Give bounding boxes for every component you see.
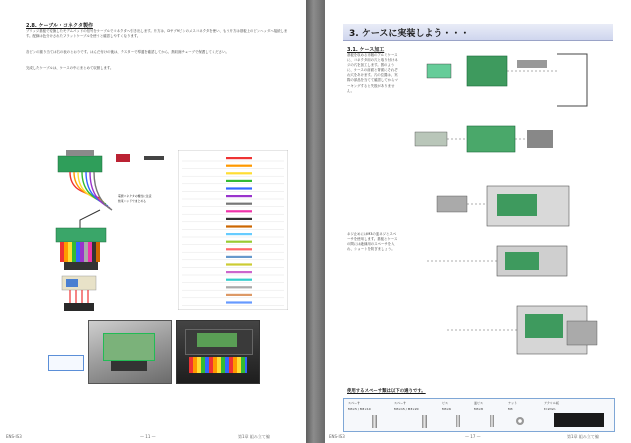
- left-page-number: — 11 —: [140, 434, 156, 439]
- right-page-number: — 17 —: [465, 434, 481, 439]
- part-spec: t=2mm: [544, 407, 556, 411]
- callout-text: 電源コネクタの極性に注意: [118, 194, 152, 198]
- nut-icon: [516, 417, 524, 425]
- screw-icon: [456, 415, 460, 427]
- part-spec: M3×6: [442, 407, 451, 411]
- chapter-title: 3. ケースに実装しよう・・・: [349, 29, 470, 39]
- wire-color-swatch: [226, 248, 252, 250]
- part-name: アクリル板: [544, 401, 559, 405]
- part-spec: M3×15 / M3×20: [394, 407, 419, 411]
- left-footer-left: ENS-IS3: [6, 434, 22, 439]
- wire-color-swatch: [226, 210, 252, 212]
- part-name: ナット: [508, 401, 517, 405]
- wire-color-swatch: [226, 301, 252, 303]
- left-paragraph-3: 完成したケーブルは、ケースの中にまとめて収納します。: [26, 66, 114, 70]
- part-spec: M3: [508, 407, 513, 411]
- spacer-icon: [372, 415, 377, 428]
- photo-label: [48, 355, 84, 371]
- wire-color-swatch: [226, 294, 252, 296]
- chapter-banner: [343, 24, 613, 41]
- spacer-icon: [422, 415, 427, 428]
- wire-color-swatch: [226, 271, 252, 273]
- left-page: [0, 0, 306, 443]
- part-spec: M3×8: [474, 407, 483, 411]
- wire-color-swatch: [226, 263, 252, 265]
- wire-color-swatch: [226, 218, 252, 220]
- wire-color-swatch: [226, 241, 252, 243]
- acrylic-plate-icon: [554, 413, 604, 427]
- wiring-diagram: [40, 148, 180, 313]
- left-footer-right: 第1章 組み立て編: [238, 434, 270, 439]
- screw-icon: [490, 415, 494, 427]
- wire-color-swatch: [226, 225, 252, 227]
- parts-box: [343, 398, 615, 432]
- wire-color-swatch: [226, 286, 252, 288]
- parts-heading: 使用するスペーサ類は以下の通りです。: [347, 389, 426, 394]
- case-exploded-diagram: [407, 46, 617, 386]
- wire-color-swatch: [226, 233, 252, 235]
- wire-color-swatch: [226, 157, 252, 159]
- wire-color-swatch: [226, 195, 252, 197]
- wire-color-swatch: [226, 180, 252, 182]
- wire-color-swatch: [226, 187, 252, 189]
- part-name: スペーサ: [348, 401, 361, 405]
- left-paragraph-1: ブリッジ基板で変換したモデムパッドの信号をケーブルでコネクタへ引き出します。片方は、Dサブ9ピンのメスコネクタを使い、もう片方は基板上のピンヘッダへ接続します。配線は色分けされたフラットケーブルを使うと確認しやすくなります。: [26, 29, 288, 38]
- part-spec: M3×5 / M3×10: [348, 407, 371, 411]
- wire-color-swatch: [226, 279, 252, 281]
- right-body-text: 基板を収める市販のアルミケースに、コネクタ用の穴と取り付けネジの穴を加工します。図のように、ケースの前面と背面にそれぞれ穴をあけます。穴の位置は、実際の部品を当てて確認してからマーキングすると失敗がありません。: [347, 53, 398, 93]
- wire-color-swatch: [226, 203, 252, 205]
- part-name: スペーサ: [394, 401, 407, 405]
- right-body-text-2: ネジ止めにはM3の皿ネジとスペーサを使用します。基板とケースの間には絶縁用のスペーサを入れ、ショートを防ぎましょう。: [347, 232, 398, 252]
- photo-cable: [88, 320, 172, 384]
- left-paragraph-2: 各ピンの割り当ては右の表のとおりです。はんだ付けの後は、テスターで導通を確認してから、熱収縮チューブで保護してください。: [26, 50, 229, 54]
- right-footer-right: 第1章 組み立て編: [567, 434, 599, 439]
- photo-case: [176, 320, 260, 384]
- right-footer-left: ENS-IS3: [329, 434, 345, 439]
- left-section-title: 2.8. ケーブル・コネクタ製作: [26, 23, 93, 29]
- right-page: [325, 0, 631, 443]
- wire-color-swatch: [226, 172, 252, 174]
- page-gutter: [306, 0, 325, 443]
- right-section-title: 3.1. ケース加工: [347, 47, 385, 53]
- part-name: 皿ビス: [474, 401, 484, 405]
- wire-color-swatch: [226, 256, 252, 258]
- pin-table: [178, 150, 288, 310]
- part-name: ビス: [442, 401, 449, 405]
- callout-text-2: 結束バンドでまとめる: [118, 199, 146, 203]
- wire-color-swatch: [226, 165, 252, 167]
